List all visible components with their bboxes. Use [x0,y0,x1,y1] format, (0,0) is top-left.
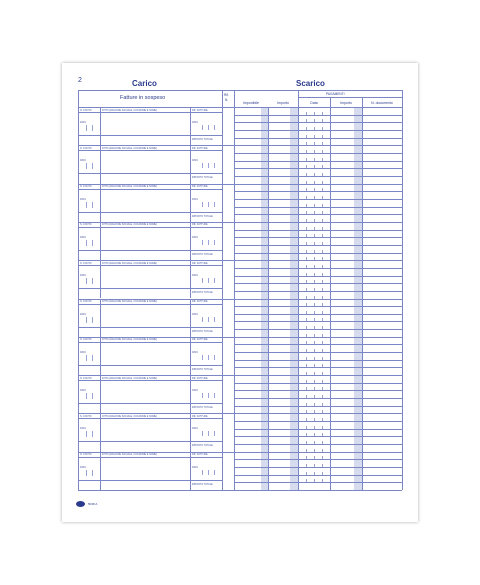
date-tick [314,150,315,153]
date-tick [322,242,323,245]
block-conto-label: N. CONTO [80,146,92,150]
block-ditta-label: DITTA (RAGIONE SOCIALE, COGNOME E NOME) [102,453,157,457]
digit-tick [86,202,87,208]
date-tick [322,119,323,122]
block-data-label-right: DATA [192,274,199,278]
carico-title: Carico [132,79,157,88]
rif-label-top: Rif. [224,93,229,97]
date-tick [314,165,315,168]
scarico-row-rule [234,375,402,376]
date-tick [314,341,315,344]
block-data-label: DATA [80,197,87,201]
date-tick [314,433,315,436]
date-tick [314,426,315,429]
digit-tick [86,317,87,323]
date-tick [322,165,323,168]
date-tick [314,158,315,161]
date-tick [322,418,323,421]
block-divider [78,337,234,338]
block-conto-label: N. CONTO [80,300,92,303]
date-tick [306,265,307,268]
date-tick [322,403,323,406]
date-tick [322,433,323,436]
block-divider [78,184,234,185]
date-tick [322,387,323,390]
page-number: 2 [78,77,82,84]
date-tick [306,158,307,161]
date-tick [306,464,307,467]
digit-tick [202,470,203,475]
date-tick [322,188,323,191]
date-tick [306,204,307,207]
date-tick [322,456,323,459]
date-tick [306,418,307,421]
digit-tick [214,355,215,360]
digit-tick [214,125,215,130]
block-importo-label: IMPORTO TOTALE [192,406,213,410]
date-tick [306,441,307,444]
block-divider [78,145,234,146]
block-conto-label: N. CONTO [80,376,92,380]
date-tick [314,142,315,145]
date-tick [322,441,323,444]
digit-tick [92,393,93,399]
date-tick [314,273,315,276]
block-data-label: DATA [80,389,87,393]
date-tick [306,456,307,459]
block-rif-label: RIF. FATTURE [192,338,208,342]
date-tick [322,449,323,452]
bottom-rule [78,490,402,491]
block-importo-label: IMPORTO TOTALE [192,291,213,295]
digit-tick [92,431,93,437]
date-tick [322,196,323,199]
digit-tick [92,278,93,284]
date-tick [314,303,315,306]
date-tick [322,311,323,314]
col-rule [362,97,363,490]
date-tick [322,181,323,184]
date-tick [322,265,323,268]
block-data-label: DATA [80,350,87,354]
date-tick [306,357,307,360]
block-rif-label: RIF. FATTURE [192,108,208,112]
date-tick [314,196,315,199]
date-tick [322,410,323,413]
date-tick [322,464,323,467]
date-tick [314,112,315,115]
date-tick [314,227,315,230]
scarico-row-rule [234,413,402,414]
date-tick [314,357,315,360]
date-tick [306,227,307,230]
digit-tick [202,317,203,322]
block-divider [78,413,234,414]
date-tick [306,311,307,314]
date-tick [322,296,323,299]
block-data-label: DATA [80,274,87,278]
block-data-label-right: DATA [192,235,199,239]
date-tick [306,387,307,390]
block-importo-label: IMPORTO TOTALE [192,138,213,141]
date-tick [314,173,315,176]
block-rif-label: RIF. FATTURE [192,414,208,418]
block-conto-label: N. CONTO [80,108,92,112]
block-rif-label: RIF. FATTURE [192,300,208,303]
date-tick [306,349,307,352]
digit-tick [208,240,209,245]
date-tick [314,349,315,352]
date-tick [314,257,315,260]
date-tick [322,273,323,276]
digit-tick [208,317,209,322]
scarico-title: Scarico [296,79,325,88]
date-tick [322,372,323,375]
date-tick [306,119,307,122]
digit-tick [92,240,93,246]
date-tick [322,227,323,230]
date-tick [322,341,323,344]
block-data-label-right: DATA [192,159,199,163]
date-tick [306,341,307,344]
date-tick [322,288,323,291]
block-conto-label: N. CONTO [80,223,92,227]
date-tick [322,173,323,176]
rif-label-bottom: N. [225,98,229,102]
block-importo-label: IMPORTO TOTALE [192,214,213,218]
digit-tick [202,431,203,436]
block-divider [78,452,234,453]
date-tick [306,112,307,115]
digit-tick [92,317,93,323]
scarico-row-rule [234,222,402,223]
digit-tick [214,202,215,207]
digit-tick [202,202,203,207]
digit-tick [86,470,87,476]
scarico-row-rule [234,145,402,146]
date-tick [322,211,323,214]
date-tick [322,219,323,222]
date-tick [322,380,323,383]
block-rif-label: RIF. FATTURE [192,261,208,265]
date-tick [306,273,307,276]
digit-tick [202,125,203,130]
pagamenti-label: PAGAMENTI [326,92,345,96]
col-rule [402,90,403,490]
scarico-row-rule [234,452,402,453]
date-tick [306,410,307,413]
block-conto-label: N. CONTO [80,185,92,189]
date-tick [306,433,307,436]
block-conto-label: N. CONTO [80,261,92,265]
date-tick [314,242,315,245]
digit-tick [92,163,93,169]
date-tick [306,334,307,337]
block-data-label: DATA [80,159,87,163]
date-tick [306,196,307,199]
date-tick [314,403,315,406]
block-importo-label: IMPORTO TOTALE [192,444,213,448]
digit-tick [92,125,93,131]
digit-tick [214,470,215,475]
date-tick [322,257,323,260]
date-tick [306,150,307,153]
date-tick [306,472,307,475]
block-ditta-label: DITTA (RAGIONE SOCIALE, COGNOME E NOME) [102,261,157,265]
date-tick [314,441,315,444]
digit-tick [214,393,215,398]
digit-tick [208,125,209,130]
date-tick [322,426,323,429]
date-tick [314,296,315,299]
date-tick [322,395,323,398]
digit-tick [92,202,93,208]
scarico-row-rule [234,337,402,338]
date-tick [314,472,315,475]
date-tick [306,296,307,299]
digit-tick [208,202,209,207]
block-ditta-label: DITTA (RAGIONE SOCIALE, COGNOME E NOME) [102,300,157,303]
date-tick [322,318,323,321]
date-tick [322,479,323,482]
date-tick [306,318,307,321]
date-tick [322,234,323,237]
block-data-label-right: DATA [192,197,199,201]
date-tick [306,288,307,291]
block-importo-label: IMPORTO TOTALE [192,252,213,256]
date-tick [306,211,307,214]
date-tick [306,303,307,306]
date-tick [306,219,307,222]
digit-tick [86,393,87,399]
digit-tick [214,163,215,168]
scarico-row-rule [234,184,402,185]
block-data-label: DATA [80,465,87,469]
date-tick [314,479,315,482]
date-tick [314,188,315,191]
digit-tick [86,278,87,284]
digit-tick [86,355,87,361]
date-tick [306,234,307,237]
date-tick [314,410,315,413]
block-data-label-right: DATA [192,427,199,431]
date-tick [314,387,315,390]
block-data-label-right: DATA [192,389,199,393]
date-tick [314,135,315,138]
digit-tick [202,163,203,168]
date-tick [314,127,315,130]
date-tick [306,403,307,406]
digit-tick [86,163,87,169]
date-tick [314,265,315,268]
date-tick [314,418,315,421]
date-tick [322,135,323,138]
date-tick [306,380,307,383]
digit-tick [208,163,209,168]
date-tick [306,135,307,138]
digit-tick [214,317,215,322]
register-page [62,63,418,522]
digit-tick [208,393,209,398]
block-rif-label: RIF. FATTURE [192,453,208,457]
date-tick [314,372,315,375]
date-tick [314,250,315,253]
block-ditta-label: DITTA (RAGIONE SOCIALE, COGNOME E NOME) [102,223,157,227]
date-tick [306,127,307,130]
block-conto-label: N. CONTO [80,414,92,418]
digit-tick [202,240,203,245]
date-tick [314,219,315,222]
block-divider [78,222,234,223]
date-tick [306,372,307,375]
digit-tick [202,278,203,283]
digit-tick [208,470,209,475]
date-tick [322,280,323,283]
date-tick [314,395,315,398]
date-tick [314,364,315,367]
block-rif-label: RIF. FATTURE [192,185,208,189]
col-rule [330,97,331,490]
block-conto-label: N. CONTO [80,338,92,342]
date-tick [306,188,307,191]
digit-tick [214,278,215,283]
block-importo-label: IMPORTO TOTALE [192,367,213,371]
date-tick [322,112,323,115]
date-tick [314,234,315,237]
block-ditta-label: DITTA (RAGIONE SOCIALE, COGNOME E NOME) [102,108,157,112]
block-ditta-label: DITTA (RAGIONE SOCIALE, COGNOME E NOME) [102,414,157,418]
block-data-label-right: DATA [192,465,199,469]
brand-logo-icon [76,501,85,507]
block-conto-label: N. CONTO [80,453,92,457]
date-tick [306,173,307,176]
date-tick [314,119,315,122]
date-tick [306,257,307,260]
date-tick [322,250,323,253]
block-data-label: DATA [80,427,87,431]
date-tick [314,280,315,283]
date-tick [306,165,307,168]
date-tick [322,150,323,153]
block-divider [78,299,234,300]
date-tick [322,349,323,352]
col-n-documento: N. documento [371,101,393,105]
date-tick [322,334,323,337]
date-tick [314,211,315,214]
date-tick [322,472,323,475]
date-tick [306,280,307,283]
date-tick [306,479,307,482]
date-tick [314,449,315,452]
date-tick [314,318,315,321]
date-tick [314,204,315,207]
digit-tick [92,355,93,361]
date-tick [306,364,307,367]
block-rif-label: RIF. FATTURE [192,376,208,380]
date-tick [322,357,323,360]
block-data-label-right: DATA [192,350,199,354]
block-data-label: DATA [80,121,87,124]
date-tick [306,426,307,429]
date-tick [314,334,315,337]
digit-tick [202,355,203,360]
date-tick [306,181,307,184]
digit-tick [208,278,209,283]
digit-tick [214,240,215,245]
date-tick [306,242,307,245]
digit-tick [208,355,209,360]
block-rif-label: RIF. FATTURE [192,146,208,150]
block-data-label-right: DATA [192,121,199,124]
date-tick [314,288,315,291]
block-importo-label: IMPORTO TOTALE [192,329,213,333]
scarico-row-rule [234,260,402,261]
block-data-label: DATA [80,235,87,239]
header-top-rule [78,90,402,91]
date-tick [306,449,307,452]
date-tick [314,380,315,383]
date-tick [306,395,307,398]
block-ditta-label: DITTA (RAGIONE SOCIALE, COGNOME E NOME) [102,338,157,342]
date-tick [322,158,323,161]
date-tick [306,250,307,253]
block-ditta-label: DITTA (RAGIONE SOCIALE, COGNOME E NOME) [102,376,157,380]
block-divider [78,375,234,376]
digit-tick [92,470,93,476]
date-tick [314,464,315,467]
date-tick [314,456,315,459]
block-importo-label: IMPORTO TOTALE [192,482,213,486]
digit-tick [86,431,87,437]
col-importo-carico: Importo [277,101,289,105]
pagamenti-rule [298,97,402,98]
digit-tick [86,125,87,131]
block-rif-label: RIF. FATTURE [192,223,208,227]
digit-tick [86,240,87,246]
block-divider [78,260,234,261]
scarico-row-rule [234,299,402,300]
col-rule [222,90,223,490]
col-importo-pagamento: Importo [340,101,352,105]
fatture-label: Fatture in sospeso [120,95,166,101]
col-imponibile: Imponibile [243,101,259,105]
block-data-label: DATA [80,312,87,316]
block-ditta-label: DITTA (RAGIONE SOCIALE, COGNOME E NOME) [102,185,157,189]
block-data-label-right: DATA [192,312,199,316]
date-tick [322,364,323,367]
date-tick [314,181,315,184]
block-ditta-label: DITTA (RAGIONE SOCIALE, COGNOME E NOME) [102,146,157,150]
date-tick [306,142,307,145]
digit-tick [202,393,203,398]
date-tick [314,326,315,329]
col-data: Data [310,101,318,105]
footer-code: 5038 A [88,502,98,506]
date-tick [322,204,323,207]
digit-tick [208,431,209,436]
digit-tick [214,431,215,436]
date-tick [306,326,307,329]
date-tick [322,142,323,145]
date-tick [322,326,323,329]
date-tick [322,127,323,130]
date-tick [322,303,323,306]
date-tick [314,311,315,314]
block-importo-label: IMPORTO TOTALE [192,176,213,180]
